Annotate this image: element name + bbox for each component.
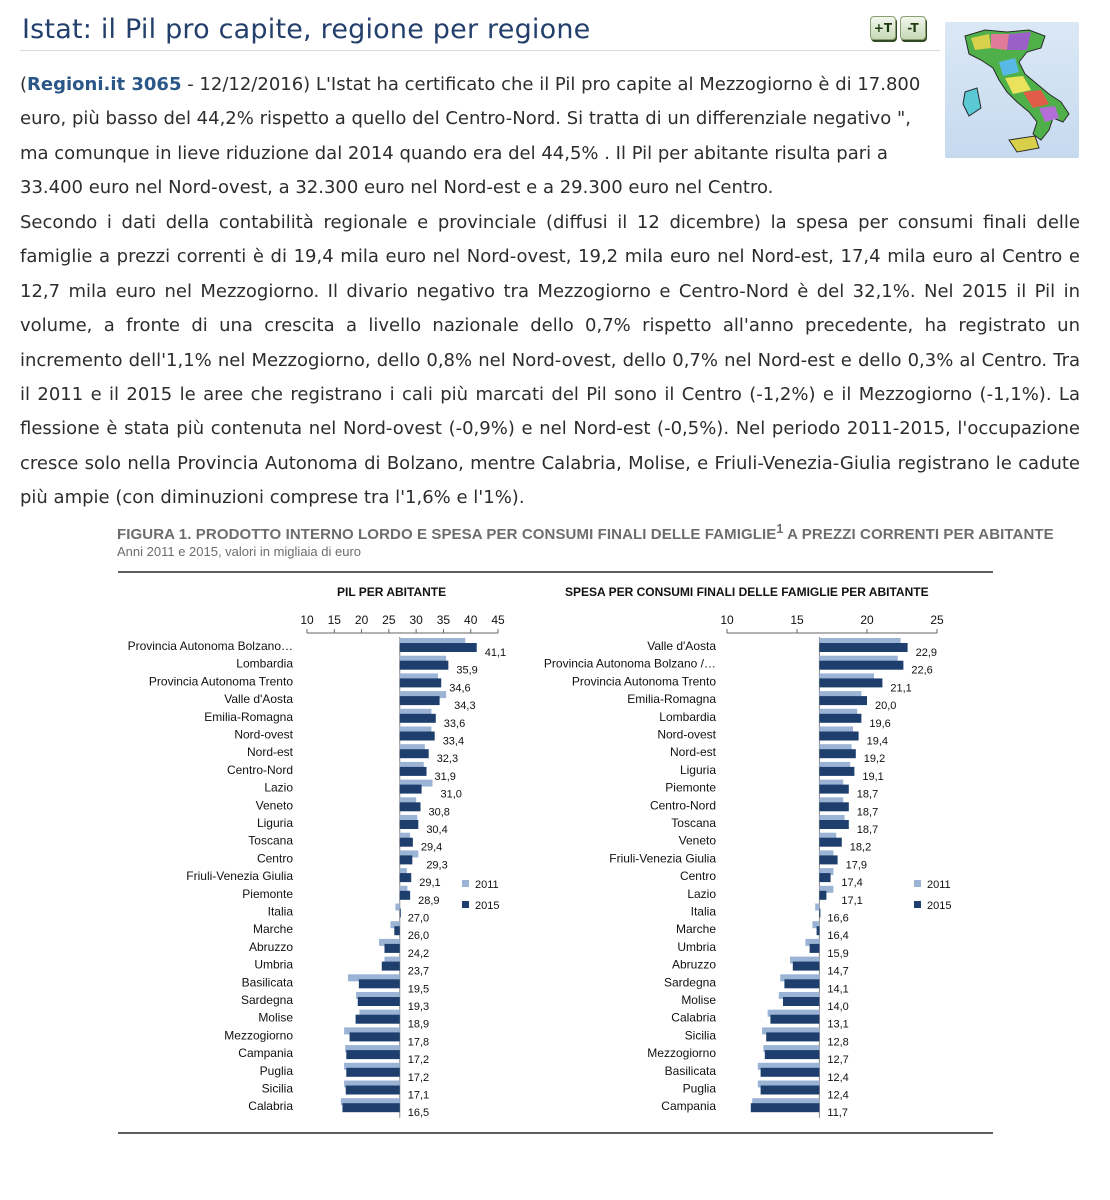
bar-2011 bbox=[790, 957, 819, 964]
data-label: 17,2 bbox=[407, 1054, 430, 1067]
category-label: Nord-est bbox=[669, 745, 716, 760]
x-tick-label: 10 bbox=[720, 613, 734, 627]
data-label: 15,9 bbox=[827, 947, 849, 960]
bar-2011 bbox=[341, 1098, 400, 1105]
data-label: 24,2 bbox=[407, 947, 430, 960]
bar-2015 bbox=[358, 997, 400, 1006]
bar-2011 bbox=[819, 780, 843, 787]
bar-2015 bbox=[766, 1032, 819, 1041]
bar-2015 bbox=[384, 944, 399, 953]
data-label: 19,4 bbox=[866, 735, 889, 748]
bar-2015 bbox=[761, 1086, 820, 1095]
page-right-margin bbox=[1086, 0, 1110, 1200]
category-label: Campania bbox=[238, 1046, 293, 1061]
bar-2011 bbox=[819, 815, 844, 822]
bar-2015 bbox=[400, 661, 449, 670]
data-label: 13,1 bbox=[827, 1018, 849, 1031]
bar-2015 bbox=[400, 643, 477, 652]
bar-2015 bbox=[765, 1050, 820, 1059]
category-label: Lombardia bbox=[659, 709, 716, 724]
data-label: 17,4 bbox=[841, 877, 863, 890]
category-label: Molise bbox=[258, 1010, 293, 1025]
category-label: Marche bbox=[252, 922, 293, 937]
x-tick-label: 25 bbox=[382, 613, 396, 627]
bar-2011 bbox=[805, 939, 819, 946]
category-label: Sardegna bbox=[663, 975, 716, 990]
category-label: Sicilia bbox=[261, 1081, 293, 1096]
bar-2011 bbox=[780, 974, 819, 981]
bar-2011 bbox=[763, 1045, 819, 1052]
bar-2015 bbox=[819, 732, 858, 741]
bar-2011 bbox=[819, 673, 874, 680]
category-label: Liguria bbox=[679, 762, 716, 777]
bar-2015 bbox=[819, 643, 907, 652]
legend-swatch-2011 bbox=[462, 880, 469, 887]
figure-title-sup: 1 bbox=[776, 522, 784, 536]
category-label: Centro bbox=[679, 869, 716, 884]
bar-2011 bbox=[400, 762, 424, 769]
category-label: Abruzzo bbox=[248, 939, 293, 954]
bar-2015 bbox=[784, 979, 819, 988]
data-label: 31,9 bbox=[434, 770, 456, 783]
legend-swatch-2015 bbox=[914, 901, 921, 908]
category-label: Italia bbox=[690, 904, 716, 919]
legend-label-2015: 2015 bbox=[475, 900, 500, 912]
bar-2015 bbox=[819, 696, 867, 705]
data-label: 27,0 bbox=[407, 912, 430, 925]
x-tick-label: 15 bbox=[790, 613, 804, 627]
data-label: 12,7 bbox=[827, 1054, 849, 1067]
data-label: 17,1 bbox=[841, 894, 863, 907]
data-label: 29,4 bbox=[420, 841, 443, 854]
data-label: 30,4 bbox=[426, 824, 448, 836]
data-label: 20,0 bbox=[875, 700, 897, 713]
bar-2015 bbox=[342, 1103, 399, 1112]
bar-2011 bbox=[819, 762, 850, 769]
category-label: Piemonte bbox=[665, 780, 716, 795]
bar-2011 bbox=[819, 638, 900, 645]
bar-2015 bbox=[751, 1103, 820, 1112]
bar-2011 bbox=[400, 691, 446, 698]
bar-2015 bbox=[350, 1032, 400, 1041]
x-tick-label: 20 bbox=[860, 613, 874, 627]
data-label: 28,9 bbox=[418, 894, 440, 907]
chart-title: PIL PER ABITANTE bbox=[337, 585, 447, 599]
data-label: 23,7 bbox=[407, 965, 430, 978]
x-tick-label: 25 bbox=[930, 613, 944, 627]
bar-2015 bbox=[400, 714, 436, 723]
bar-2015 bbox=[819, 838, 841, 847]
bar-2015 bbox=[761, 1068, 820, 1077]
bar-2011 bbox=[779, 992, 820, 999]
data-label: 22,9 bbox=[915, 647, 938, 659]
data-label: 12,8 bbox=[827, 1036, 849, 1049]
bar-2015 bbox=[819, 873, 830, 882]
category-label: Toscana bbox=[248, 833, 293, 848]
category-label: Friuli-Venezia Giulia bbox=[609, 851, 716, 866]
bar-2015 bbox=[400, 785, 422, 794]
chart-title: SPESA PER CONSUMI FINALI DELLE FAMIGLIE PER ABITANTE bbox=[565, 585, 929, 599]
intro-text: - 12/12/2016) L'Istat ha certificato che il Pil pro capite al Mezzogiorno è di 17.800 euro, più basso del 44,2% rispetto a quello del Centro-Nord. Si tratta di un differenziale negativo ", ma comunque in lieve riduzione dal 2014 quando era del 44,5% . Il Pil per abitante risulta pari a 33.400 euro nel Nord-ovest, a 32.300 euro nel Nord-est e a 29.300 euro nel Centro. bbox=[20, 74, 921, 199]
bar-2011 bbox=[400, 780, 433, 787]
data-label: 18,7 bbox=[856, 788, 879, 801]
category-label: Provincia Autonoma Bolzano… bbox=[127, 639, 293, 653]
bar-2011 bbox=[344, 1027, 400, 1034]
bar-2011 bbox=[819, 868, 833, 875]
x-tick-label: 35 bbox=[436, 613, 451, 627]
category-label: Emilia-Romagna bbox=[204, 709, 293, 724]
bar-2015 bbox=[346, 1068, 399, 1077]
bar-2015 bbox=[400, 909, 401, 918]
data-label: 11,7 bbox=[827, 1107, 848, 1120]
category-label: Sicilia bbox=[684, 1028, 716, 1043]
x-tick-label: 10 bbox=[300, 613, 314, 627]
data-label: 19,6 bbox=[869, 717, 891, 730]
bar-2015 bbox=[819, 785, 848, 794]
category-label: Toscana bbox=[671, 816, 716, 830]
font-increase-button[interactable]: +T bbox=[870, 16, 896, 40]
category-label: Provincia Autonoma Bolzano /… bbox=[543, 656, 716, 671]
bar-2015 bbox=[346, 1086, 400, 1095]
bar-2015 bbox=[819, 820, 848, 829]
bar-2015 bbox=[400, 696, 440, 705]
category-label: Centro-Nord bbox=[226, 762, 293, 777]
figure-title-text: FIGURA 1. PRODOTTO INTERNO LORDO E SPESA PER CONSUMI FINALI DELLE FAMIGLIE bbox=[117, 526, 777, 543]
bar-2015 bbox=[400, 873, 411, 882]
figure-subtitle: Anni 2011 e 2015, valori in migliaia di euro bbox=[117, 544, 362, 559]
bar-2011 bbox=[400, 709, 432, 716]
data-label: 19,5 bbox=[407, 983, 430, 996]
x-tick-label: 20 bbox=[354, 613, 369, 627]
category-label: Abruzzo bbox=[671, 957, 716, 972]
bar-2015 bbox=[819, 891, 826, 900]
data-label: 19,3 bbox=[407, 1001, 430, 1013]
bar-2011 bbox=[344, 1081, 400, 1088]
data-label: 26,0 bbox=[407, 930, 430, 943]
bar-2011 bbox=[819, 744, 851, 751]
bar-2015 bbox=[819, 678, 882, 687]
bar-2015 bbox=[356, 1015, 400, 1024]
category-label: Lazio bbox=[687, 886, 716, 901]
bar-2011 bbox=[819, 709, 857, 716]
page-title: Istat: il Pil pro capite, regione per regione bbox=[22, 14, 591, 45]
bar-2011 bbox=[356, 992, 400, 999]
bar-2011 bbox=[384, 957, 399, 964]
data-label: 17,8 bbox=[407, 1036, 430, 1049]
bar-2015 bbox=[819, 767, 854, 776]
data-label: 17,1 bbox=[407, 1089, 430, 1102]
category-label: Centro bbox=[256, 851, 293, 866]
bar-2011 bbox=[758, 1081, 820, 1088]
category-label: Puglia bbox=[259, 1063, 293, 1078]
bar-2011 bbox=[344, 1063, 400, 1070]
category-label: Veneto bbox=[678, 833, 716, 848]
italy-map-image bbox=[945, 22, 1079, 158]
data-label: 22,6 bbox=[911, 664, 933, 677]
category-label: Sardegna bbox=[240, 993, 293, 1007]
category-label: Basilicata bbox=[664, 1063, 716, 1078]
data-label: 29,1 bbox=[419, 877, 441, 890]
bar-2011 bbox=[400, 850, 419, 857]
x-tick-label: 15 bbox=[327, 613, 341, 627]
data-label: 16,4 bbox=[827, 930, 849, 943]
category-label: Campania bbox=[661, 1099, 716, 1114]
category-label: Calabria bbox=[248, 1099, 293, 1114]
article-intro bbox=[20, 68, 925, 206]
data-label: 34,6 bbox=[449, 682, 471, 695]
figure-title-rest: A PREZZI CORRENTI PER ABITANTE bbox=[783, 526, 1054, 543]
data-label: 19,1 bbox=[862, 770, 884, 783]
data-label: 32,3 bbox=[436, 753, 459, 766]
category-label: Liguria bbox=[256, 816, 293, 830]
bar-2015 bbox=[819, 909, 820, 918]
bar-2015 bbox=[394, 926, 399, 935]
category-label: Italia bbox=[267, 904, 293, 919]
x-tick-label: 30 bbox=[409, 613, 423, 627]
bar-2015 bbox=[819, 714, 861, 723]
category-label: Provincia Autonoma Trento bbox=[571, 674, 716, 689]
bar-2015 bbox=[400, 732, 435, 741]
bar-2011 bbox=[400, 656, 446, 663]
category-label: Centro-Nord bbox=[649, 798, 716, 813]
source-link[interactable]: Regioni.it 3065 bbox=[27, 74, 182, 95]
bar-2015 bbox=[810, 944, 820, 953]
data-label: 34,3 bbox=[454, 700, 476, 713]
page-left-margin bbox=[0, 0, 10, 1200]
bar-2011 bbox=[400, 638, 465, 645]
bar-2015 bbox=[819, 855, 837, 864]
category-label: Lombardia bbox=[236, 656, 293, 671]
bar-2015 bbox=[346, 1050, 399, 1059]
category-label: Valle d'Aosta bbox=[647, 639, 716, 653]
bar-2011 bbox=[400, 886, 408, 893]
category-label: Umbria bbox=[677, 939, 716, 954]
data-label: 30,8 bbox=[428, 806, 450, 819]
bar-2011 bbox=[758, 1063, 820, 1070]
category-label: Molise bbox=[681, 993, 716, 1007]
bar-2015 bbox=[793, 962, 820, 971]
bar-2015 bbox=[819, 802, 848, 811]
bar-2015 bbox=[400, 891, 410, 900]
bar-2015 bbox=[400, 855, 413, 864]
bar-2011 bbox=[819, 691, 861, 698]
bar-2011 bbox=[819, 886, 833, 893]
italy-map-icon bbox=[945, 22, 1079, 158]
bar-2011 bbox=[400, 744, 425, 751]
data-label: 31,0 bbox=[440, 788, 462, 801]
bar-2011 bbox=[400, 797, 416, 804]
bar-2011 bbox=[400, 815, 417, 822]
bar-2011 bbox=[812, 921, 819, 928]
legend-swatch-2011 bbox=[914, 880, 921, 887]
data-label: 17,9 bbox=[845, 859, 868, 872]
category-label: Mezzogiorno bbox=[224, 1028, 293, 1043]
bar-2011 bbox=[390, 921, 399, 928]
legend-label-2011: 2011 bbox=[927, 879, 951, 891]
bar-2011 bbox=[400, 833, 410, 840]
font-decrease-button[interactable]: -T bbox=[900, 16, 926, 40]
bar-2015 bbox=[400, 749, 429, 758]
bar-2015 bbox=[400, 820, 419, 829]
bar-2015 bbox=[400, 802, 421, 811]
x-tick-label: 45 bbox=[491, 613, 505, 627]
data-label: 41,1 bbox=[484, 647, 507, 659]
data-label: 14,1 bbox=[827, 983, 849, 996]
bar-2011 bbox=[400, 727, 432, 734]
bar-2011 bbox=[815, 904, 819, 911]
data-label: 12,4 bbox=[827, 1071, 849, 1084]
article-body: Secondo i dati della contabilità regionale e provinciale (diffusi il 12 dicembre) la spesa per consumi finali delle famiglie a prezzi correnti è di 19,4 mila euro nel Nord-ovest, 19,2 mila euro nel Nord-est, 17,4 mila euro al Centro e 12,7 mila euro nel Mezzogiorno. Il divario negativo tra Mezzogiorno e Centro-Nord è del 32,1%. Nel 2015 il Pil in volume, a fronte di una crescita a livello nazionale dello 0,7% rispetto all'anno precedente, ha registrato un incremento dell'1,1% nel Mezzogiorno, dello 0,8% nel Nord-ovest, dello 0,7% nel Nord-est e dello 0,3% al Centro. Tra il 2011 e il 2015 le aree che registrano i cali più marcati del Pil sono il Centro (-1,2%) e il Mezzogiorno (-1,1%). La flessione è stata più contenuta nel Nord-ovest (-0,9%) e nel Nord-est (-0,5%). Nel periodo 2011-2015, l'occupazione cresce solo nella Provincia Autonoma di Bolzano, mentre Calabria, Molise, e Friuli-Venezia-Giulia registrano le cadute più ampie (con diminuzioni comprese tra l'1,6% e l'1%). bbox=[20, 212, 1080, 509]
bar-2011 bbox=[819, 656, 897, 663]
bar-2015 bbox=[382, 962, 400, 971]
category-label: Emilia-Romagna bbox=[627, 692, 716, 707]
data-label: 14,7 bbox=[827, 965, 849, 978]
bar-2011 bbox=[819, 727, 853, 734]
data-label: 33,6 bbox=[443, 717, 466, 730]
category-label: Marche bbox=[675, 922, 716, 937]
category-label: Puglia bbox=[682, 1081, 716, 1096]
bar-2011 bbox=[345, 1045, 400, 1052]
bar-2011 bbox=[395, 904, 399, 911]
category-label: Nord-est bbox=[246, 745, 293, 760]
data-label: 19,2 bbox=[863, 753, 886, 766]
bar-2011 bbox=[348, 974, 400, 981]
data-label: 18,7 bbox=[856, 824, 879, 836]
category-label: Lazio bbox=[264, 780, 293, 795]
x-tick-label: 40 bbox=[464, 613, 478, 627]
data-label: 18,7 bbox=[856, 806, 879, 819]
category-label: Calabria bbox=[671, 1010, 716, 1025]
bar-2015 bbox=[783, 997, 819, 1006]
category-label: Umbria bbox=[254, 957, 293, 972]
figure-title bbox=[117, 522, 1054, 543]
bar-2011 bbox=[819, 833, 836, 840]
bar-2011 bbox=[752, 1098, 819, 1105]
data-label: 17,2 bbox=[407, 1071, 430, 1084]
data-label: 33,4 bbox=[442, 735, 465, 748]
category-label: Basilicata bbox=[241, 975, 293, 990]
category-label: Mezzogiorno bbox=[647, 1046, 716, 1061]
bar-2011 bbox=[819, 797, 843, 804]
category-label: Valle d'Aosta bbox=[224, 692, 293, 707]
title-row bbox=[20, 10, 940, 51]
bar-2011 bbox=[400, 673, 438, 680]
bar-2011 bbox=[359, 1010, 399, 1017]
bar-2015 bbox=[359, 979, 400, 988]
bar-2015 bbox=[817, 926, 820, 935]
data-label: 21,1 bbox=[890, 682, 912, 695]
bar-2011 bbox=[762, 1027, 819, 1034]
data-label: 12,4 bbox=[827, 1089, 849, 1102]
category-label: Veneto bbox=[255, 798, 293, 813]
legend-label-2011: 2011 bbox=[475, 879, 499, 891]
category-label: Friuli-Venezia Giulia bbox=[186, 869, 293, 884]
bar-2015 bbox=[819, 749, 855, 758]
data-label: 14,0 bbox=[827, 1001, 849, 1013]
source-open: ( bbox=[20, 74, 28, 95]
data-label: 18,9 bbox=[407, 1018, 430, 1031]
bar-2015 bbox=[819, 661, 903, 670]
bar-2015 bbox=[770, 1015, 819, 1024]
category-label: Nord-ovest bbox=[657, 727, 716, 742]
data-label: 16,5 bbox=[407, 1107, 430, 1120]
bar-2015 bbox=[400, 838, 413, 847]
bar-2015 bbox=[400, 767, 427, 776]
data-label: 18,2 bbox=[849, 841, 872, 854]
category-label: Nord-ovest bbox=[234, 727, 293, 742]
bar-2011 bbox=[768, 1010, 820, 1017]
bar-2011 bbox=[819, 850, 833, 857]
category-label: Provincia Autonoma Trento bbox=[148, 674, 293, 689]
legend-label-2015: 2015 bbox=[927, 900, 952, 912]
data-label: 16,6 bbox=[827, 912, 849, 925]
category-label: Piemonte bbox=[242, 886, 293, 901]
bar-2015 bbox=[400, 678, 441, 687]
bar-2011 bbox=[400, 868, 407, 875]
legend-swatch-2015 bbox=[462, 901, 469, 908]
data-label: 29,3 bbox=[426, 859, 448, 872]
bar-2011 bbox=[379, 939, 400, 946]
data-label: 35,9 bbox=[456, 664, 478, 677]
